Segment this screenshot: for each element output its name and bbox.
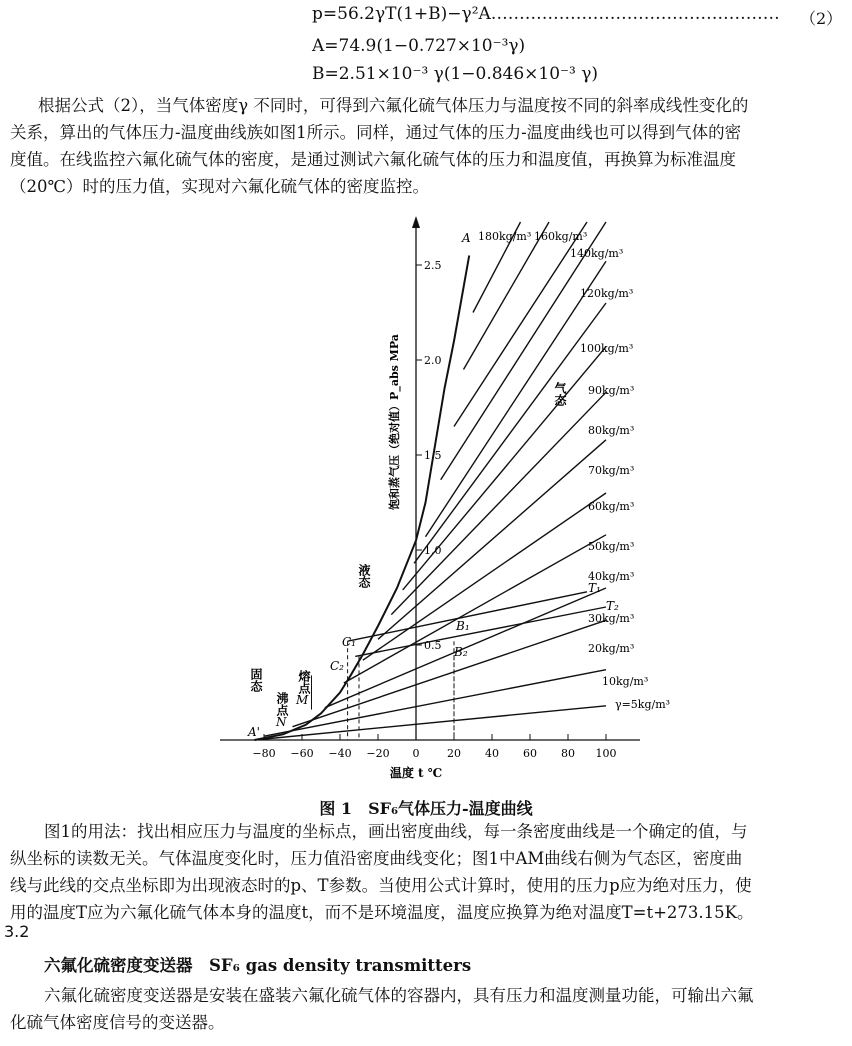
density-label: 60kg/m³ — [588, 500, 635, 513]
density-label: 10kg/m³ — [602, 675, 649, 688]
point-label: C₂ — [330, 659, 344, 673]
y-tick-label: 2.0 — [424, 354, 442, 367]
x-tick-label: 20 — [447, 747, 461, 760]
point-label: A' — [248, 725, 260, 739]
density-label: 50kg/m³ — [588, 540, 635, 553]
text-line: 根据公式（2），当气体密度γ 不同时，可得到六氟化硫气体压力与温度按不同的斜率成线性变化的 — [38, 96, 749, 115]
melting-point-label: 熔点 — [297, 670, 311, 694]
point-label: T₂ — [606, 599, 619, 613]
y-tick-label: 0.5 — [424, 639, 442, 652]
density-label: 160kg/m³ — [534, 230, 588, 243]
point-label: T₁ — [588, 581, 601, 595]
text-line: 纵坐标的读数无关。气体温度变化时，压力值沿密度曲线变化；图1中AM曲线右侧为气态区，密度曲 — [10, 849, 743, 868]
saturation-curve — [255, 256, 470, 741]
pressure-temperature-chart — [210, 212, 671, 787]
density-label: 40kg/m³ — [588, 570, 635, 583]
boiling-point-label: 沸点 — [275, 692, 289, 716]
point-label: B₁ — [456, 619, 470, 633]
y-tick-label: 1.0 — [424, 544, 442, 557]
density-label: 70kg/m³ — [588, 464, 635, 477]
equation-2: p=56.2γT(1+B)−γ²A…………………………………………… — [312, 4, 780, 24]
text-line: 图1的用法：找出相应压力与温度的坐标点，画出密度曲线，每一条密度曲线是一个确定的值，与 — [44, 822, 748, 841]
density-line — [378, 440, 606, 640]
density-label: 140kg/m³ — [570, 247, 624, 260]
x-tick-label: −40 — [328, 747, 352, 760]
gas-region-label: 气态 — [553, 382, 567, 406]
equation-a: A=74.9(1−0.727×10⁻³γ) — [312, 36, 526, 56]
x-tick-label: 100 — [595, 747, 617, 760]
text-line: 线与此线的交点坐标即为出现液态时的p、T参数。当使用公式计算时，使用的压力p应为绝对压力，使 — [10, 876, 752, 895]
density-label: 20kg/m³ — [588, 642, 635, 655]
point-label: B₂ — [454, 645, 468, 659]
point-label: M — [296, 693, 309, 707]
density-label: 30kg/m³ — [588, 612, 635, 625]
x-tick-label: 40 — [485, 747, 499, 760]
density-line — [454, 222, 587, 427]
density-line — [403, 347, 606, 590]
x-axis-title: 温度 t ℃ — [389, 766, 443, 780]
liquid-region-label: 液态 — [357, 564, 371, 588]
equation-b: B=2.51×10⁻³ γ(1−0.846×10⁻³ γ) — [312, 64, 599, 84]
point-label: C₁ — [342, 635, 356, 649]
paragraph-formula-explanation — [10, 92, 842, 200]
density-label: γ=5kg/m³ — [615, 698, 671, 711]
point-label: N — [276, 715, 287, 729]
y-tick-label: 2.5 — [424, 259, 442, 272]
density-label: 180kg/m³ — [478, 230, 532, 243]
density-label: 120kg/m³ — [580, 287, 634, 300]
section-number: 3.2 — [4, 922, 30, 941]
density-line — [426, 261, 607, 537]
density-label: 100kg/m³ — [580, 342, 634, 355]
x-tick-label: −60 — [290, 747, 314, 760]
text-line: 关系，算出的气体压力-温度曲线族如图1所示。同样，通过气体的压力-温度曲线也可以得到气体的密 — [10, 123, 742, 142]
density-line — [264, 670, 606, 737]
x-tick-label: −20 — [366, 747, 390, 760]
paragraph-transmitter-definition — [10, 982, 842, 1036]
text-line: 度值。在线监控六氟化硫气体的密度，是通过测试六氟化硫气体的压力和温度值，再换算为标准温度 — [10, 150, 736, 169]
figure-caption: 图 1 SF₆气体压力-温度曲线 — [319, 799, 533, 818]
point-label: A — [462, 231, 471, 245]
x-tick-label: −80 — [252, 747, 276, 760]
y-axis-arrow — [412, 216, 420, 228]
density-label: 80kg/m³ — [588, 424, 635, 437]
equation-number: （2） — [800, 9, 843, 28]
text-line: （20℃）时的压力值，实现对六氟化硫气体的密度监控。 — [10, 177, 429, 196]
text-line: 六氟化硫密度变送器是安装在盛装六氟化硫气体的容器内，具有压力和温度测量功能，可输出六氟 — [44, 986, 754, 1005]
x-tick-label: 0 — [412, 747, 420, 760]
x-tick-label: 60 — [523, 747, 537, 760]
density-line — [344, 535, 606, 683]
paragraph-figure-usage — [10, 818, 842, 926]
y-axis-title: 饱和蒸气压（绝对值）P_abs MPa — [388, 334, 401, 510]
term-heading: 六氟化硫密度变送器 SF₆ gas density transmitters — [44, 956, 472, 975]
x-tick-label: 80 — [561, 747, 575, 760]
text-line: 用的温度T应为六氟化硫气体本身的温度t，而不是环境温度，温度应换算为绝对温度T=t+273.15K。 — [10, 903, 754, 922]
density-label: 90kg/m³ — [588, 384, 635, 397]
y-tick-label: 1.5 — [424, 449, 442, 462]
solid-region-label: 固态 — [249, 668, 263, 692]
text-line: 化硫气体密度信号的变送器。 — [10, 1013, 225, 1032]
